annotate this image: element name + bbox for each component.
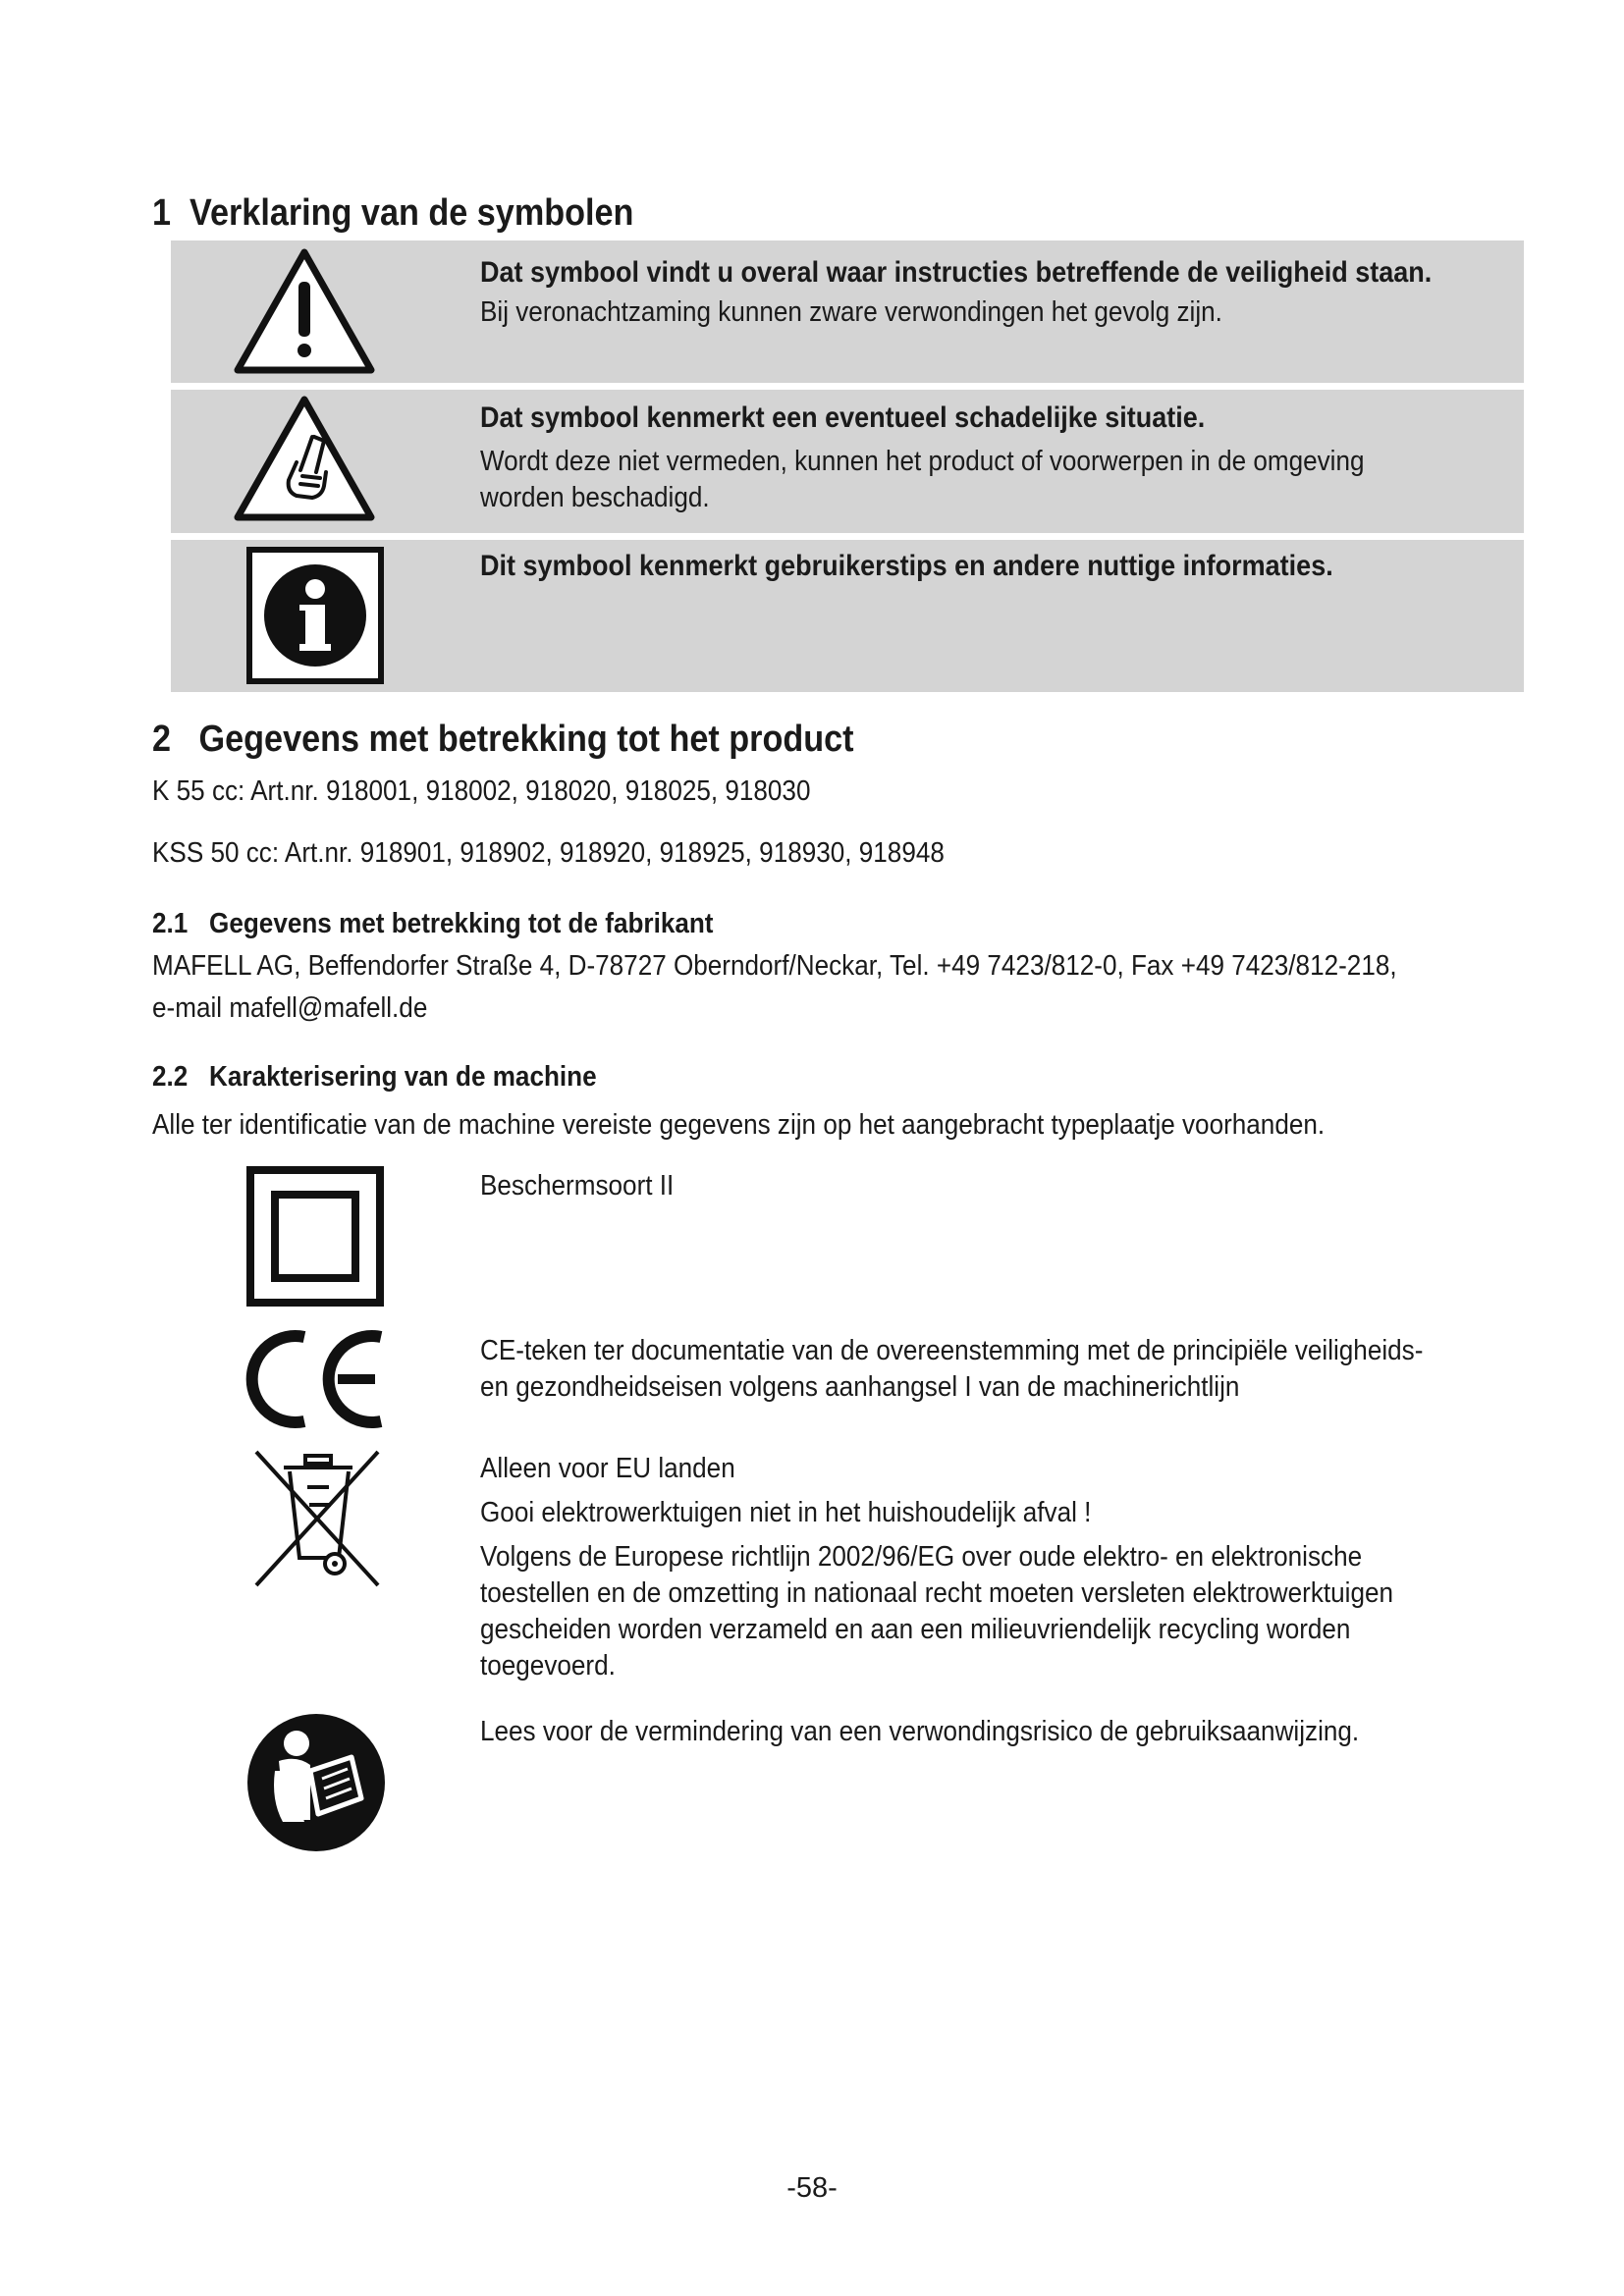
section-title: Karakterisering van de machine xyxy=(209,1061,597,1093)
mark-line: Volgens de Europese richtlijn 2002/96/EG over oude elektro- en elektronische xyxy=(480,1541,1363,1573)
section-title: Gegevens met betrekking tot de fabrikant xyxy=(209,908,714,939)
symbol-bold-text: Dit symbool kenmerkt gebruikerstips en andere nuttige informaties. xyxy=(480,550,1333,582)
read-manual-icon xyxy=(245,1712,387,1853)
mark-description xyxy=(480,1333,1423,1406)
description-line: worden beschadigd. xyxy=(480,482,710,513)
product-line-k55: K 55 cc: Art.nr. 918001, 918002, 918020, 918025, 918030 xyxy=(152,775,811,807)
symbol-description xyxy=(480,294,1222,331)
manufacturer-email: e-mail mafell@mafell.de xyxy=(152,992,428,1024)
manufacturer-address: MAFELL AG, Beffendorfer Straße 4, D-78727 Oberndorf/Neckar, Tel. +49 7423/812-0, Fax +49 7423/812-218, xyxy=(152,950,1397,982)
product-line-kss50: KSS 50 cc: Art.nr. 918901, 918902, 918920, 918925, 918930, 918948 xyxy=(152,837,945,869)
mark-description xyxy=(480,1714,1359,1750)
machine-intro: Alle ter identificatie van de machine vereiste gegevens zijn op het aangebracht typeplaatje voorhanden. xyxy=(152,1109,1326,1141)
section-title: Verklaring van de symbolen xyxy=(189,192,634,234)
mark-line: Gooi elektrowerktuigen niet in het huishoudelijk afval ! xyxy=(480,1497,1092,1528)
page-number: -58- xyxy=(786,2172,838,2204)
symbol-row-info xyxy=(171,540,1524,692)
section-number: 2.2 xyxy=(152,1061,189,1093)
mark-line: CE-teken ter documentatie van de overeenstemming met de principiële veiligheids- xyxy=(480,1335,1424,1366)
mark-line: Alleen voor EU landen xyxy=(480,1453,735,1484)
section-2-heading xyxy=(152,719,854,761)
warning-triangle-icon xyxy=(232,246,377,378)
ce-mark-icon xyxy=(244,1325,391,1433)
section-number: 1 xyxy=(152,192,172,234)
section-2-1-heading xyxy=(152,908,713,940)
symbol-row-warning xyxy=(171,240,1524,383)
mark-line: en gezondheidseisen volgens aanhangsel I van de machinerichtlijn xyxy=(480,1371,1240,1403)
mark-line: gescheiden worden verzameld en aan een milieuvriendelijk recycling worden xyxy=(480,1614,1351,1645)
info-icon xyxy=(245,546,385,685)
section-2-2-heading xyxy=(152,1061,597,1094)
mark-description xyxy=(480,1451,1393,1684)
protection-class-ii-icon xyxy=(245,1165,385,1308)
section-title: Gegevens met betrekking tot het product xyxy=(198,719,854,760)
mark-line: Beschermsoort II xyxy=(480,1170,675,1201)
mark-description xyxy=(480,1168,674,1204)
mark-line: toestellen en de omzetting in nationaal recht moeten versleten elektrowerktuigen xyxy=(480,1577,1394,1609)
hand-warning-icon xyxy=(232,394,377,525)
symbol-description xyxy=(480,444,1365,516)
section-number: 2.1 xyxy=(152,908,189,939)
symbol-row-caution xyxy=(171,390,1524,533)
section-1-heading xyxy=(152,192,633,235)
mark-line: Lees voor de vermindering van een verwondingsrisico de gebruiksaanwijzing. xyxy=(480,1716,1360,1747)
crossed-bin-icon xyxy=(250,1448,388,1590)
symbol-bold-text: Dat symbool kenmerkt een eventueel schadelijke situatie. xyxy=(480,401,1206,434)
description-line: Wordt deze niet vermeden, kunnen het product of voorwerpen in de omgeving xyxy=(480,446,1365,477)
symbol-bold-text: Dat symbool vindt u overal waar instructies betreffende de veiligheid staan. xyxy=(480,256,1433,289)
description-line: Bij veronachtzaming kunnen zware verwondingen het gevolg zijn. xyxy=(480,296,1222,328)
section-number: 2 xyxy=(152,719,172,760)
mark-line: toegevoerd. xyxy=(480,1650,616,1682)
